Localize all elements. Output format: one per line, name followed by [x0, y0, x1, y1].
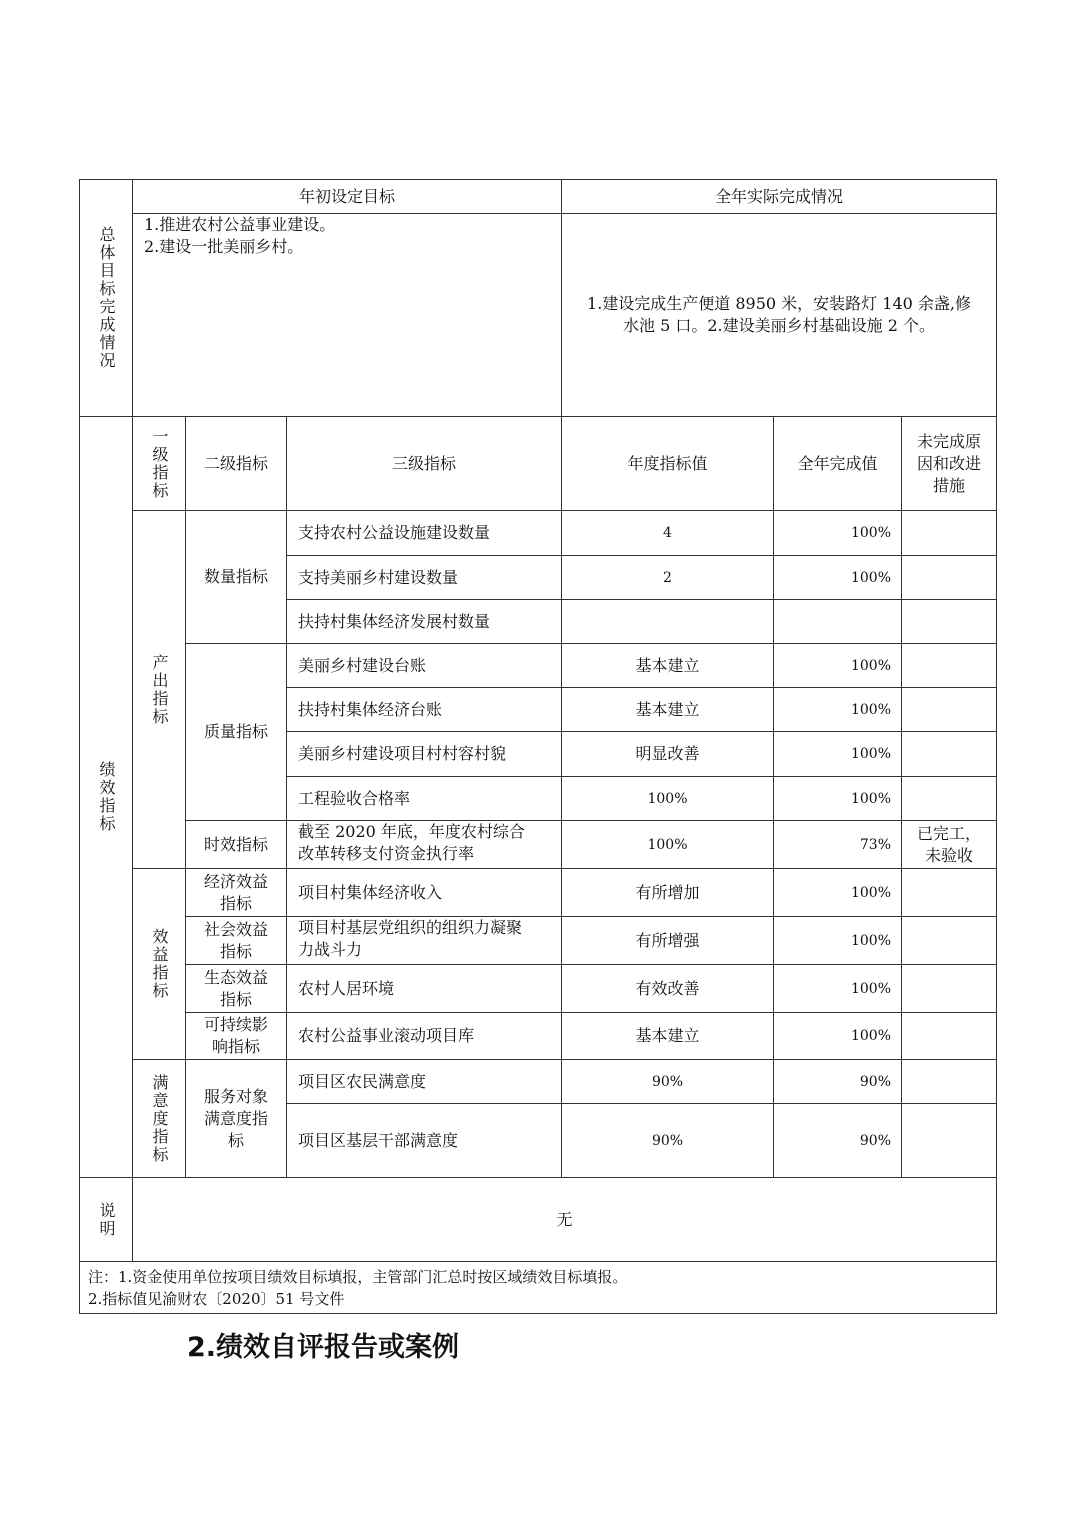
- row-3-done: 100%: [774, 644, 902, 688]
- header-target: 年初设定目标: [133, 180, 562, 214]
- row-7-done: 73%: [774, 821, 902, 869]
- header-reason: [902, 417, 996, 511]
- header-annual-value: 年度指标值: [562, 417, 774, 511]
- row-1-level3: 支持美丽乡村建设数量: [287, 556, 562, 600]
- row-8-done: 100%: [774, 869, 902, 917]
- row-9-level3-line-2: 力战斗力: [298, 940, 363, 959]
- row-3-reason: [902, 644, 996, 688]
- level2-service-line-2: 满意度指: [203, 1108, 268, 1128]
- row-0-target: 4: [562, 511, 774, 556]
- row-8-target: 有所增加: [562, 869, 774, 917]
- group-benefit-label: 效益指标: [133, 869, 186, 1060]
- row-0-done: 100%: [774, 511, 902, 556]
- row-2-level3: 扶持村集体经济发展村数量: [287, 600, 562, 644]
- row-9-target: 有所增强: [562, 917, 774, 965]
- row-12-level3: 项目区农民满意度: [287, 1060, 562, 1104]
- row-4-reason: [902, 688, 996, 732]
- group-satisfaction-label: 满意度指标: [133, 1060, 186, 1178]
- explanation-text: 无: [133, 1178, 996, 1262]
- row-10-level3: 农村人居环境: [287, 965, 562, 1013]
- row-13-level3: 项目区基层干部满意度: [287, 1104, 562, 1178]
- row-6-target: 100%: [562, 777, 774, 821]
- explanation-label: 说明: [80, 1178, 133, 1262]
- row-3-level3: 美丽乡村建设台账: [287, 644, 562, 688]
- overall-section-label: 总体目标完成情况: [80, 180, 133, 417]
- row-9-level3-line-1: 项目村基层党组织的组织力凝聚: [298, 918, 523, 937]
- note-line-2: 2.指标值见渝财农〔2020〕51 号文件: [88, 1290, 345, 1308]
- row-11-target: 基本建立: [562, 1013, 774, 1060]
- level2-service-line-1: 服务对象: [203, 1086, 268, 1106]
- row-1-done: 100%: [774, 556, 902, 600]
- actual-line-1: 1.建设完成生产便道 8950 米，安装路灯 140 余盏,修: [587, 294, 971, 313]
- row-13-reason: [902, 1104, 996, 1178]
- row-2-done: [774, 600, 902, 644]
- level2-sustainable-line-2: 响指标: [211, 1037, 260, 1056]
- row-12-done: 90%: [774, 1060, 902, 1104]
- row-0-level3: 支持农村公益设施建设数量: [287, 511, 562, 556]
- actual-text: [562, 214, 996, 417]
- row-8-reason: [902, 869, 996, 917]
- row-6-done: 100%: [774, 777, 902, 821]
- header-actual: 全年实际完成情况: [562, 180, 996, 214]
- level2-social: [186, 917, 287, 965]
- level2-sustainable-line-1: 可持续影: [203, 1015, 268, 1034]
- level2-timeliness: 时效指标: [186, 821, 287, 869]
- row-12-reason: [902, 1060, 996, 1104]
- row-9-done: 100%: [774, 917, 902, 965]
- row-6-level3: 工程验收合格率: [287, 777, 562, 821]
- row-2-target: [562, 600, 774, 644]
- row-2-reason: [902, 600, 996, 644]
- note-line-1: 注：1.资金使用单位按项目绩效目标填报，主管部门汇总时按区域绩效目标填报。: [88, 1268, 628, 1286]
- level2-economic-line-2: 指标: [219, 893, 252, 913]
- row-1-target: 2: [562, 556, 774, 600]
- level2-social-line-1: 社会效益: [203, 919, 268, 939]
- target-line-1: 1.推进农村公益事业建设。: [144, 215, 336, 234]
- row-7-target: 100%: [562, 821, 774, 869]
- row-9-reason: [902, 917, 996, 965]
- row-11-done: 100%: [774, 1013, 902, 1060]
- row-5-reason: [902, 732, 996, 777]
- row-13-done: 90%: [774, 1104, 902, 1178]
- row-1-reason: [902, 556, 996, 600]
- performance-table: [79, 179, 997, 1314]
- level2-ecological: [186, 965, 287, 1013]
- level2-economic-line-1: 经济效益: [203, 871, 268, 891]
- header-completed-value: 全年完成值: [774, 417, 902, 511]
- row-12-target: 90%: [562, 1060, 774, 1104]
- row-5-done: 100%: [774, 732, 902, 777]
- row-7-level3-line-2: 改革转移支付资金执行率: [298, 844, 475, 863]
- header-level1: 一级指标: [133, 417, 186, 511]
- header-reason-line-3: 措施: [932, 475, 965, 495]
- level2-sustainable: [186, 1013, 287, 1060]
- level2-economic: [186, 869, 287, 917]
- row-4-done: 100%: [774, 688, 902, 732]
- row-3-target: 基本建立: [562, 644, 774, 688]
- table-notes: [80, 1262, 996, 1314]
- row-10-reason: [902, 965, 996, 1013]
- row-10-target: 有效改善: [562, 965, 774, 1013]
- level2-quality: 质量指标: [186, 644, 287, 821]
- row-4-target: 基本建立: [562, 688, 774, 732]
- row-7-reason: [902, 821, 996, 869]
- target-line-2: 2.建设一批美丽乡村。: [144, 237, 304, 256]
- row-4-level3: 扶持村集体经济台账: [287, 688, 562, 732]
- level2-quantity: 数量指标: [186, 511, 287, 644]
- row-5-target: 明显改善: [562, 732, 774, 777]
- header-level2: 二级指标: [186, 417, 287, 511]
- row-11-reason: [902, 1013, 996, 1060]
- row-0-reason: [902, 511, 996, 556]
- row-7-level3-line-1: 截至 2020 年底，年度农村综合: [298, 822, 525, 841]
- row-6-reason: [902, 777, 996, 821]
- header-reason-line-2: 因和改进: [916, 453, 981, 473]
- group-output-label: 产出指标: [133, 511, 186, 869]
- header-reason-line-1: 未完成原: [916, 431, 981, 451]
- level2-social-line-2: 指标: [219, 941, 252, 961]
- section-heading: 2.绩效自评报告或案例: [187, 1332, 460, 1363]
- level2-service-line-3: 标: [227, 1130, 244, 1150]
- row-5-level3: 美丽乡村建设项目村村容村貌: [287, 732, 562, 777]
- actual-line-2: 水池 5 口。2.建设美丽乡村基础设施 2 个。: [623, 316, 935, 335]
- row-7-level3: [287, 821, 562, 869]
- row-9-level3: [287, 917, 562, 965]
- performance-section-label: 绩效指标: [80, 417, 133, 1178]
- row-10-done: 100%: [774, 965, 902, 1013]
- level2-ecological-line-1: 生态效益: [203, 967, 268, 987]
- row-11-level3: 农村公益事业滚动项目库: [287, 1013, 562, 1060]
- level2-ecological-line-2: 指标: [219, 989, 252, 1009]
- row-13-target: 90%: [562, 1104, 774, 1178]
- row-7-reason-line-1: 已完工，: [916, 823, 981, 843]
- target-text: [133, 214, 562, 417]
- header-level3: 三级指标: [287, 417, 562, 511]
- row-7-reason-line-2: 未验收: [924, 845, 973, 865]
- row-8-level3: 项目村集体经济收入: [287, 869, 562, 917]
- level2-service-satisfaction: [186, 1060, 287, 1178]
